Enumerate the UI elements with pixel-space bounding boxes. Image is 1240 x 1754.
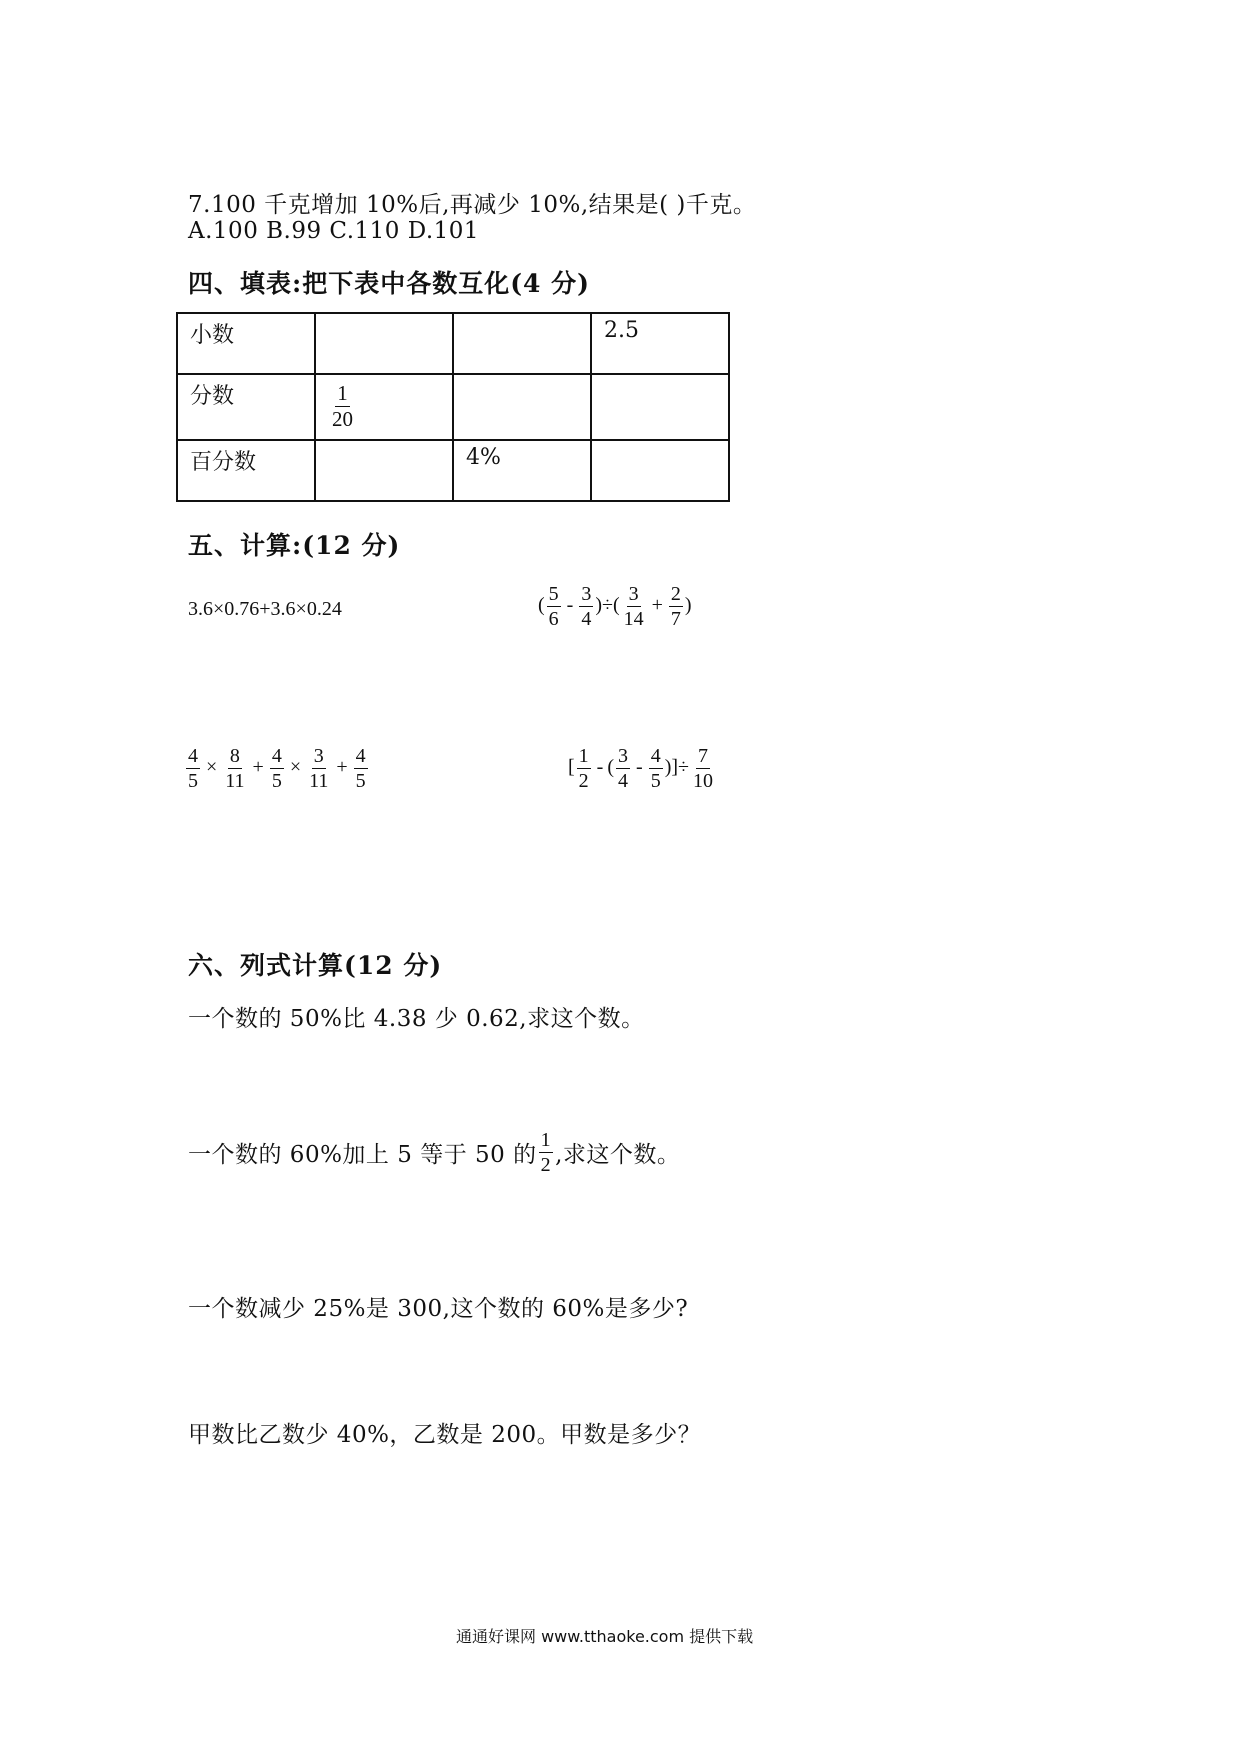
- fraction: [330, 383, 355, 430]
- operator: +: [336, 756, 348, 779]
- fraction-numerator: 3: [628, 583, 639, 605]
- table-cell: 2.5: [591, 313, 729, 374]
- problem-2: [188, 1130, 680, 1175]
- table-cell: [591, 440, 729, 501]
- fraction-denominator: 5: [271, 770, 282, 792]
- fraction-numerator: 2: [670, 583, 681, 605]
- operator: ×: [206, 756, 218, 779]
- fraction: [539, 1130, 554, 1175]
- fraction-numerator: 4: [188, 745, 198, 767]
- operator: +: [252, 756, 264, 779]
- problem-2-text: ,求这个数。: [555, 1142, 681, 1168]
- fraction: [649, 746, 663, 791]
- fraction-numerator: 1: [540, 1129, 552, 1151]
- expression-3: [184, 746, 370, 791]
- table-row: [177, 313, 729, 374]
- question-7-text: 7.100 千克增加 10%后,再减少 10%,结果是( )千克。: [188, 192, 757, 218]
- fraction: [577, 746, 591, 791]
- fraction-numerator: 1: [578, 745, 589, 767]
- section-4-heading: 四、填表:把下表中各数互化(4 分): [188, 269, 590, 298]
- operator: +: [651, 594, 663, 617]
- fraction-numerator: 3: [618, 745, 629, 767]
- paren: (: [607, 756, 615, 779]
- fraction-numerator: 5: [548, 583, 559, 605]
- fraction-numerator: 4: [271, 745, 282, 767]
- expression-4: [568, 746, 717, 791]
- fraction-numerator: 4: [650, 745, 661, 767]
- table-row: [177, 374, 729, 440]
- paren: (: [538, 594, 545, 617]
- fraction: [223, 746, 246, 791]
- footer-text: 通通好课网 www.tthaoke.com 提供下载: [456, 1627, 754, 1646]
- fraction-numerator: 3: [581, 583, 592, 605]
- operator: )÷(: [595, 594, 620, 617]
- fraction-denominator: 14: [623, 608, 644, 630]
- fraction: [579, 584, 593, 629]
- table-cell: [315, 440, 453, 501]
- fraction-denominator: 11: [309, 770, 329, 792]
- expression-1: 3.6×0.76+3.6×0.24: [188, 598, 342, 620]
- fraction: [354, 746, 368, 791]
- fraction-denominator: 2: [540, 1154, 552, 1176]
- fraction: [616, 746, 630, 791]
- row-label-decimal: 小数: [177, 313, 315, 374]
- fraction: [307, 746, 330, 791]
- section-5-heading: 五、计算:(12 分): [188, 531, 401, 560]
- conversion-table: [176, 312, 730, 502]
- fraction: [669, 584, 683, 629]
- expression-2: [538, 584, 692, 629]
- fraction: [547, 584, 561, 629]
- question-7-options: A.100 B.99 C.110 D.101: [188, 218, 480, 244]
- fraction-denominator: 7: [670, 608, 681, 630]
- fraction-denominator: 5: [188, 770, 198, 792]
- problem-2-text: 一个数的 60%加上 5 等于 50 的: [188, 1142, 537, 1168]
- problem-1: 一个数的 50%比 4.38 少 0.62,求这个数。: [188, 1006, 645, 1032]
- fraction: [622, 584, 646, 629]
- table-cell: [315, 313, 453, 374]
- fraction-numerator: 3: [313, 745, 324, 767]
- table-cell: [315, 374, 453, 440]
- section-6-heading: 六、列式计算(12 分): [188, 951, 443, 980]
- fraction-numerator: 8: [229, 745, 240, 767]
- fraction: [270, 746, 284, 791]
- fraction-denominator: 5: [650, 770, 661, 792]
- bracket: [: [568, 756, 575, 779]
- problem-4: 甲数比乙数少 40%，乙数是 200。甲数是多少？: [188, 1422, 702, 1448]
- operator: -: [596, 756, 604, 779]
- table-cell: [591, 374, 729, 440]
- operator: )]÷: [664, 756, 689, 779]
- fraction-denominator: 10: [692, 770, 713, 792]
- fraction-denominator: 4: [581, 608, 592, 630]
- operator: ×: [289, 756, 302, 779]
- paren: ): [684, 594, 692, 617]
- fraction: [186, 746, 200, 791]
- table-cell: [453, 374, 591, 440]
- row-label-fraction: 分数: [177, 374, 315, 440]
- fraction-denominator: 6: [548, 608, 559, 630]
- table-cell: [453, 313, 591, 374]
- table-row: [177, 440, 729, 501]
- fraction-numerator: 7: [697, 745, 708, 767]
- fraction-denominator: 11: [225, 770, 245, 792]
- fraction-denominator: 5: [355, 770, 366, 792]
- table-cell: 4%: [453, 440, 591, 501]
- fraction-denominator: 4: [618, 770, 629, 792]
- problem-3: 一个数减少 25%是 300,这个数的 60%是多少?: [188, 1296, 689, 1322]
- fraction-denominator: 2: [578, 770, 589, 792]
- row-label-percent: 百分数: [177, 440, 315, 501]
- fraction-numerator: 1: [337, 381, 348, 405]
- fraction: [691, 746, 715, 791]
- fraction-numerator: 4: [355, 745, 366, 767]
- operator: -: [636, 756, 643, 779]
- fraction-denominator: 20: [332, 407, 353, 431]
- operator: -: [566, 594, 574, 617]
